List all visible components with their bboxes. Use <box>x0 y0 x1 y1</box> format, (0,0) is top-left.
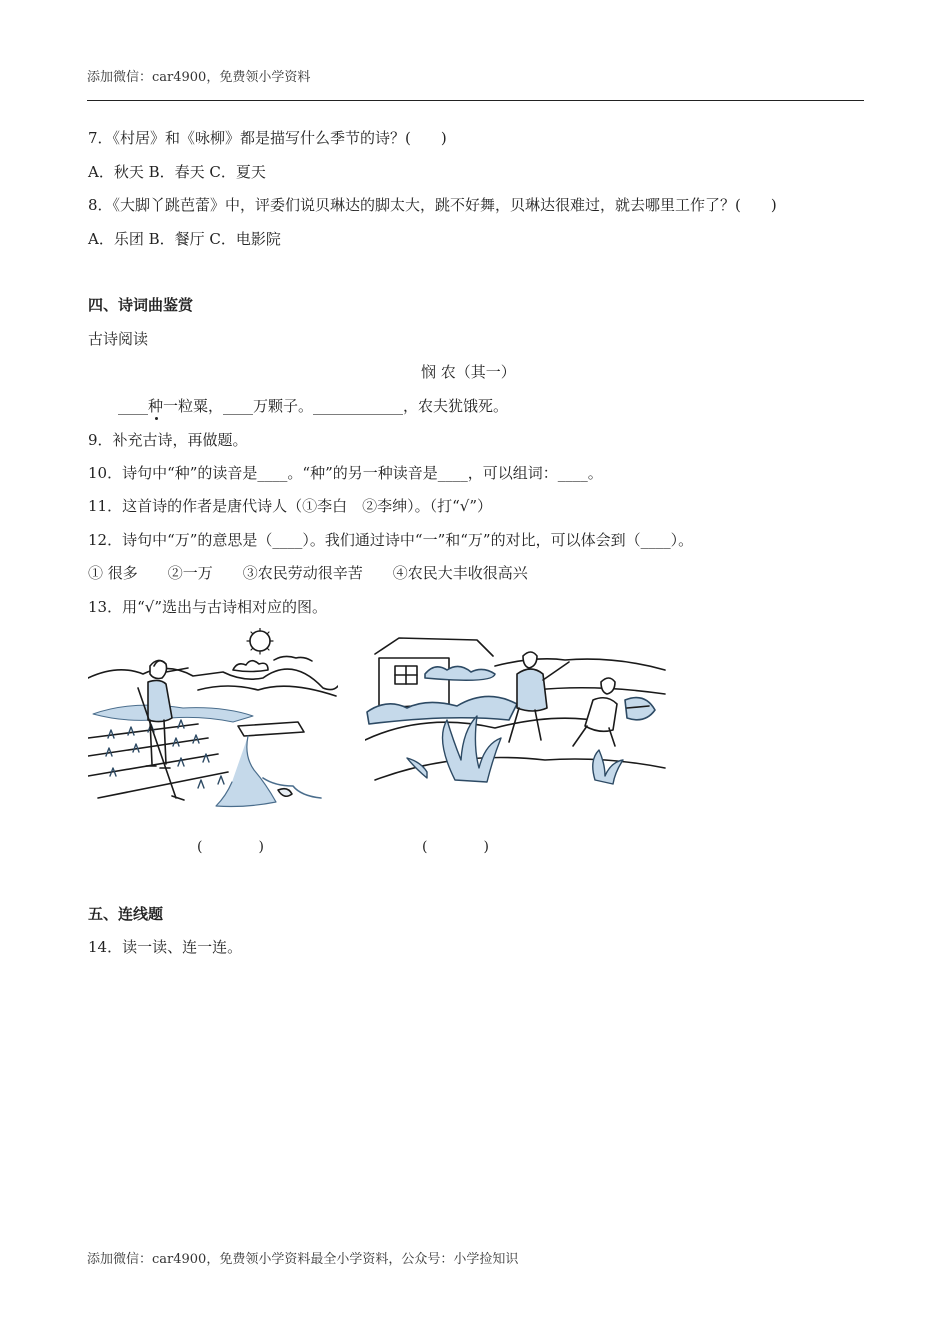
poem-part-1: 一粒粟， <box>163 397 224 415</box>
question-13: 13．用“√”选出与古诗相对应的图。 <box>88 598 327 616</box>
picture-2-answer-box[interactable]: ( ) <box>422 839 489 855</box>
question-10: 10．诗句中“种”的读音是____。“种”的另一种读音是____，可以组词：____。 <box>88 464 603 482</box>
section-5-heading: 五、连线题 <box>88 905 164 923</box>
page-header: 添加微信：car4900，免费领小学资料 <box>87 70 311 85</box>
poem-blank-2[interactable]: ____ <box>223 397 254 415</box>
villagers-illustration[interactable] <box>365 630 667 820</box>
question-14: 14．读一读、连一连。 <box>88 938 243 956</box>
question-9: 9．补充古诗，再做题。 <box>88 431 248 449</box>
question-12: 12．诗句中“万”的意思是（____）。我们通过诗中“一”和“万”的对比，可以体会到（____）。 <box>88 531 694 549</box>
question-11: 11．这首诗的作者是唐代诗人（①李白 ②李绅）。（打“√”） <box>88 497 492 515</box>
question-8: 8．《大脚丫跳芭蕾》中，评委们说贝琳达的脚太大，跳不好舞，贝琳达很难过，就去哪里工作了？( ) <box>88 196 777 214</box>
poem-title: 悯 农（其一） <box>421 363 516 381</box>
section-4-subheading: 古诗阅读 <box>88 330 149 348</box>
poem-part-3: ，农夫犹饿死。 <box>403 397 509 415</box>
poem-line <box>118 395 508 416</box>
picture-1-answer-box[interactable]: ( ) <box>197 839 264 855</box>
page-footer: 添加微信：car4900，免费领小学资料最全小学资料，公众号：小学捡知识 <box>87 1252 519 1267</box>
poem-dotted-char: 种 <box>148 397 164 415</box>
section-4-heading: 四、诗词曲鉴赏 <box>88 296 194 314</box>
poem-blank-1[interactable]: ____ <box>118 397 148 415</box>
question-7: 7．《村居》和《咏柳》都是描写什么季节的诗？( ) <box>88 129 447 147</box>
question-7-options: A．秋天 B．春天 C．夏天 <box>88 163 266 181</box>
question-8-options: A．乐团 B．餐厅 C．电影院 <box>88 230 281 248</box>
poem-blank-3[interactable]: ____________ <box>313 397 404 415</box>
question-12-options: ① 很多 ②一万 ③农民劳动很辛苦 ④农民大丰收很高兴 <box>88 564 528 582</box>
farming-illustration[interactable] <box>88 628 338 818</box>
poem-part-2: 万颗子。 <box>253 397 314 415</box>
header-divider <box>87 100 864 101</box>
